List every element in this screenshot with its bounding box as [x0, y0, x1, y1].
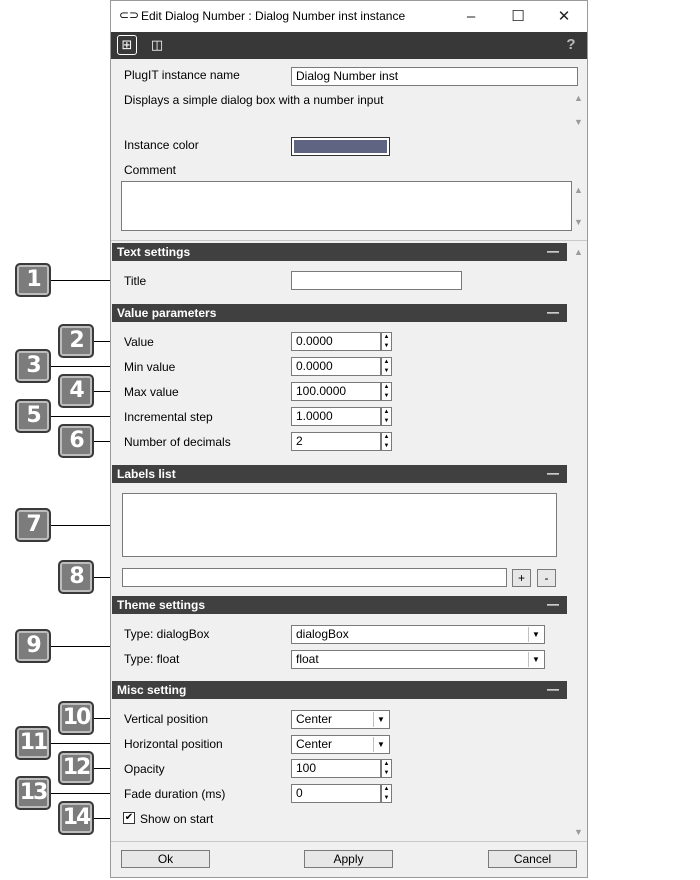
minimize-button[interactable]: – [466, 8, 476, 25]
fade-duration-stepper[interactable] [381, 784, 392, 803]
hierarchy-icon[interactable]: ⊞ [117, 35, 137, 55]
ok-button[interactable]: Ok [121, 850, 210, 868]
incremental-step-input[interactable]: 1.0000 [291, 407, 381, 426]
collapse-icon[interactable]: — [547, 244, 559, 258]
horizontal-position-select[interactable] [291, 735, 390, 754]
toolbar [111, 32, 587, 59]
title-bar [111, 1, 587, 32]
min-value-input[interactable]: 0.0000 [291, 357, 381, 376]
up-arrow-icon[interactable]: ▲ [383, 409, 390, 415]
section-title: Text settings [117, 245, 191, 259]
add-label-button[interactable]: + [512, 569, 531, 587]
chevron-down-icon[interactable]: ▼ [528, 652, 543, 667]
chevron-down-icon[interactable]: ▼ [528, 627, 543, 642]
select-value: Center [296, 712, 333, 726]
app-icon: ⊂⊃ [119, 8, 140, 22]
incremental-step-label: Incremental step [124, 410, 213, 424]
number-of-decimals-label: Number of decimals [124, 435, 231, 449]
cube-icon[interactable]: ◫ [150, 37, 164, 52]
section-misc-setting[interactable] [112, 681, 567, 699]
down-arrow-icon[interactable]: ▼ [383, 368, 390, 374]
scroll-down-icon[interactable]: ▼ [574, 827, 583, 837]
description-scrollbar[interactable] [572, 91, 587, 131]
select-value: Center [296, 737, 333, 751]
type-float-select[interactable] [291, 650, 545, 669]
max-value-stepper[interactable] [381, 382, 392, 401]
window-title: Edit Dialog Number : Dialog Number inst instance [141, 9, 406, 23]
type-dialogbox-select[interactable] [291, 625, 545, 644]
section-title: Value parameters [117, 306, 217, 320]
divider [111, 841, 587, 842]
help-icon[interactable]: ? [566, 36, 576, 53]
chevron-down-icon[interactable]: ▼ [373, 712, 388, 727]
number-of-decimals-stepper[interactable] [381, 432, 392, 451]
callout-1: 1 [15, 263, 51, 297]
scroll-up-icon[interactable]: ▲ [574, 185, 583, 195]
title-input[interactable] [291, 271, 462, 290]
min-value-label: Min value [124, 360, 176, 374]
callout-12: 12 [58, 751, 94, 785]
comment-scrollbar[interactable] [572, 181, 587, 231]
section-text-settings[interactable] [112, 243, 567, 261]
number-of-decimals-input[interactable]: 2 [291, 432, 381, 451]
type-float-label: Type: float [124, 652, 180, 666]
main-scrollbar[interactable] [572, 243, 587, 838]
opacity-stepper[interactable] [381, 759, 392, 778]
callout-13: 13 [15, 776, 51, 810]
chevron-down-icon[interactable]: ▼ [373, 737, 388, 752]
value-stepper[interactable] [381, 332, 392, 351]
callout-4: 4 [58, 374, 94, 408]
up-arrow-icon[interactable]: ▲ [383, 761, 390, 767]
instance-color-label: Instance color [124, 138, 199, 152]
type-dialogbox-label: Type: dialogBox [124, 627, 210, 641]
apply-button[interactable]: Apply [304, 850, 393, 868]
section-labels-list[interactable] [112, 465, 567, 483]
collapse-icon[interactable]: — [547, 466, 559, 480]
callout-3: 3 [15, 349, 51, 383]
comment-label: Comment [124, 163, 177, 177]
down-arrow-icon[interactable]: ▼ [383, 443, 390, 449]
callout-10: 10 [58, 701, 94, 735]
labels-listbox[interactable] [122, 493, 557, 557]
scroll-down-icon[interactable]: ▼ [574, 217, 583, 227]
callout-5: 5 [15, 399, 51, 433]
section-title: Theme settings [117, 598, 206, 612]
section-title: Misc setting [117, 683, 187, 697]
color-fill [294, 140, 387, 153]
collapse-icon[interactable]: — [547, 597, 559, 611]
callout-11: 11 [15, 726, 51, 760]
value-label: Value [124, 335, 154, 349]
opacity-label: Opacity [124, 762, 165, 776]
vertical-position-label: Vertical position [124, 712, 209, 726]
select-value: float [296, 652, 319, 666]
callout-7: 7 [15, 508, 51, 542]
callout-2: 2 [58, 324, 94, 358]
section-title: Labels list [117, 467, 176, 481]
max-value-input[interactable]: 100.0000 [291, 382, 381, 401]
collapse-icon[interactable]: — [547, 305, 559, 319]
min-value-stepper[interactable] [381, 357, 392, 376]
cancel-button[interactable]: Cancel [488, 850, 577, 868]
maximize-button[interactable]: ☐ [511, 8, 525, 25]
instance-name-input[interactable]: Dialog Number inst [291, 67, 578, 86]
vertical-position-select[interactable] [291, 710, 390, 729]
comment-textarea[interactable] [121, 181, 572, 231]
scroll-up-icon[interactable]: ▲ [574, 93, 583, 103]
edit-dialog-window [110, 0, 588, 878]
up-arrow-icon[interactable]: ▲ [383, 359, 390, 365]
fade-duration-input[interactable]: 0 [291, 784, 381, 803]
max-value-label: Max value [124, 385, 179, 399]
up-arrow-icon[interactable]: ▲ [383, 384, 390, 390]
down-arrow-icon[interactable]: ▼ [383, 418, 390, 424]
divider [111, 240, 587, 241]
horizontal-position-label: Horizontal position [124, 737, 223, 751]
down-arrow-icon[interactable]: ▼ [383, 393, 390, 399]
up-arrow-icon[interactable]: ▲ [383, 786, 390, 792]
scroll-up-icon[interactable]: ▲ [574, 247, 583, 257]
description-text: Displays a simple dialog box with a number input [124, 93, 384, 107]
value-input[interactable]: 0.0000 [291, 332, 381, 351]
section-value-parameters[interactable] [112, 304, 567, 322]
callout-6: 6 [58, 424, 94, 458]
opacity-input[interactable]: 100 [291, 759, 381, 778]
up-arrow-icon[interactable]: ▲ [383, 434, 390, 440]
down-arrow-icon[interactable]: ▼ [383, 343, 390, 349]
callout-9: 9 [15, 629, 51, 663]
new-label-input[interactable] [122, 568, 507, 587]
instance-name-label: PlugIT instance name [124, 68, 240, 82]
section-theme-settings[interactable] [112, 596, 567, 614]
show-on-start-label: Show on start [140, 812, 214, 826]
down-arrow-icon[interactable]: ▼ [383, 795, 390, 801]
up-arrow-icon[interactable]: ▲ [383, 334, 390, 340]
title-label: Title [124, 274, 147, 288]
show-on-start-checkbox[interactable]: ✔ [124, 812, 134, 823]
close-button[interactable]: ✕ [557, 8, 571, 25]
fade-duration-label: Fade duration (ms) [124, 787, 226, 801]
select-value: dialogBox [296, 627, 349, 641]
callout-14: 14 [58, 801, 94, 835]
down-arrow-icon[interactable]: ▼ [383, 770, 390, 776]
callout-8: 8 [58, 560, 94, 594]
scroll-down-icon[interactable]: ▼ [574, 117, 583, 127]
instance-color-swatch[interactable] [291, 137, 390, 156]
collapse-icon[interactable]: — [547, 682, 559, 696]
remove-label-button[interactable]: - [537, 569, 556, 587]
incremental-step-stepper[interactable] [381, 407, 392, 426]
